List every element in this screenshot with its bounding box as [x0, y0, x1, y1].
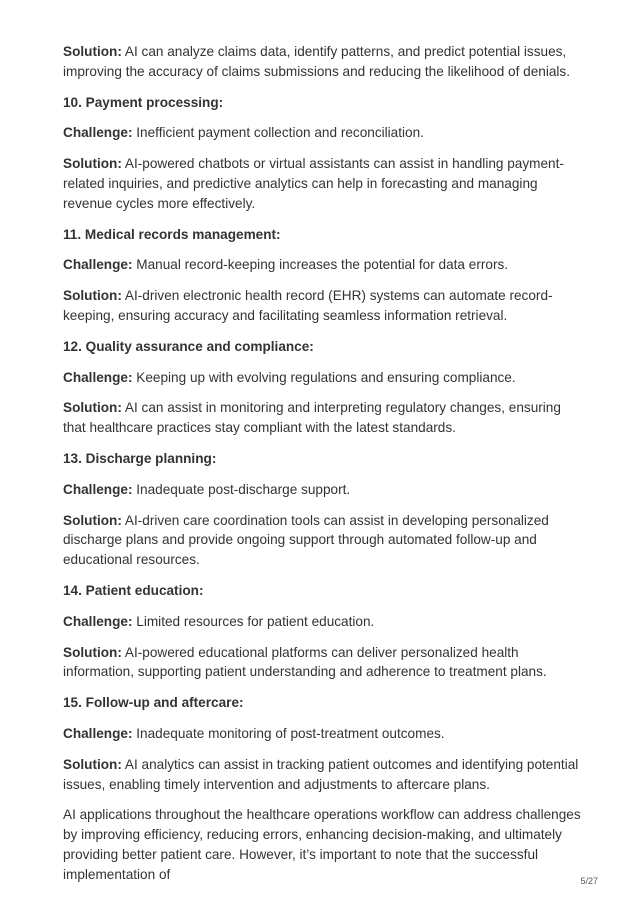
- challenge-paragraph: [63, 255, 583, 275]
- solution-paragraph: [63, 154, 583, 213]
- challenge-paragraph: [63, 724, 583, 744]
- section-heading: 14. Patient education:: [63, 582, 204, 598]
- section-heading: 11. Medical records management:: [63, 226, 281, 242]
- solution-paragraph: [63, 643, 583, 683]
- solution-paragraph: [63, 286, 583, 326]
- intro-solution-paragraph: [63, 42, 583, 82]
- solution-label: Solution:: [63, 44, 122, 59]
- challenge-label: Challenge:: [63, 369, 133, 385]
- solution-text: AI-driven care coordination tools can assist in developing personalized discharge plans and provide ongoing support through automated follow-up and educational resources.: [63, 512, 549, 568]
- challenge-label: Challenge:: [63, 257, 133, 273]
- solution-text: AI-powered educational platforms can deliver personalized health information, supporting patient understanding and adherence to treatment plans.: [63, 644, 547, 680]
- section-heading: 12. Quality assurance and compliance:: [63, 338, 314, 354]
- solution-label: Solution:: [63, 512, 122, 528]
- challenge-text: Limited resources for patient education.: [132, 613, 375, 629]
- challenge-label: Challenge:: [63, 125, 133, 141]
- challenge-paragraph: [63, 612, 583, 632]
- closing-paragraph: AI applications throughout the healthcare operations workflow can address challenges by improving efficiency, reducing errors, enhancing decision-making, and ultimately providing better patient care. However, it’s important to note that the successful implementation of: [63, 807, 581, 882]
- challenge-text: Inefficient payment collection and reconciliation.: [132, 125, 424, 141]
- challenge-text: Keeping up with evolving regulations and ensuring compliance.: [132, 369, 516, 385]
- solution-label: Solution:: [63, 644, 122, 660]
- solution-paragraph: [63, 511, 583, 570]
- challenge-paragraph: [63, 123, 583, 143]
- challenge-label: Challenge:: [63, 725, 133, 741]
- page-content: [63, 42, 583, 896]
- challenge-paragraph: [63, 480, 583, 500]
- solution-text: AI analytics can assist in tracking patient outcomes and identifying potential issues, enabling timely intervention and adjustments to aftercare plans.: [63, 756, 579, 792]
- solution-label: Solution:: [63, 400, 122, 416]
- solution-paragraph: [63, 398, 583, 438]
- section-heading: 10. Payment processing:: [63, 94, 224, 110]
- solution-text: AI-powered chatbots or virtual assistants can assist in handling payment-related inquiries, and predictive analytics can help in forecasting and managing revenue cycles more effectively.: [63, 156, 564, 211]
- solution-label: Solution:: [63, 288, 122, 304]
- solution-text: AI-driven electronic health record (EHR) systems can automate record-keeping, ensuring accuracy and facilitating seamless information retrieval.: [63, 288, 553, 323]
- challenge-label: Challenge:: [63, 613, 133, 629]
- section-heading: 13. Discharge planning:: [63, 450, 217, 466]
- solution-label: Solution:: [63, 156, 122, 172]
- solution-paragraph: [63, 755, 583, 795]
- challenge-label: Challenge:: [63, 481, 133, 497]
- challenge-text: Inadequate monitoring of post-treatment outcomes.: [132, 725, 445, 741]
- section-heading: 15. Follow-up and aftercare:: [63, 695, 244, 711]
- page-number: 5/27: [580, 876, 598, 886]
- solution-text: AI can analyze claims data, identify patterns, and predict potential issues, improving the accuracy of claims submissions and reducing the likelihood of denials.: [63, 44, 571, 79]
- solution-label: Solution:: [63, 756, 122, 772]
- solution-text: AI can assist in monitoring and interpreting regulatory changes, ensuring that healthcare practices stay compliant with the latest standards.: [63, 400, 561, 436]
- challenge-text: Manual record-keeping increases the potential for data errors.: [132, 257, 509, 273]
- challenge-text: Inadequate post-discharge support.: [132, 481, 351, 497]
- challenge-paragraph: [63, 368, 583, 388]
